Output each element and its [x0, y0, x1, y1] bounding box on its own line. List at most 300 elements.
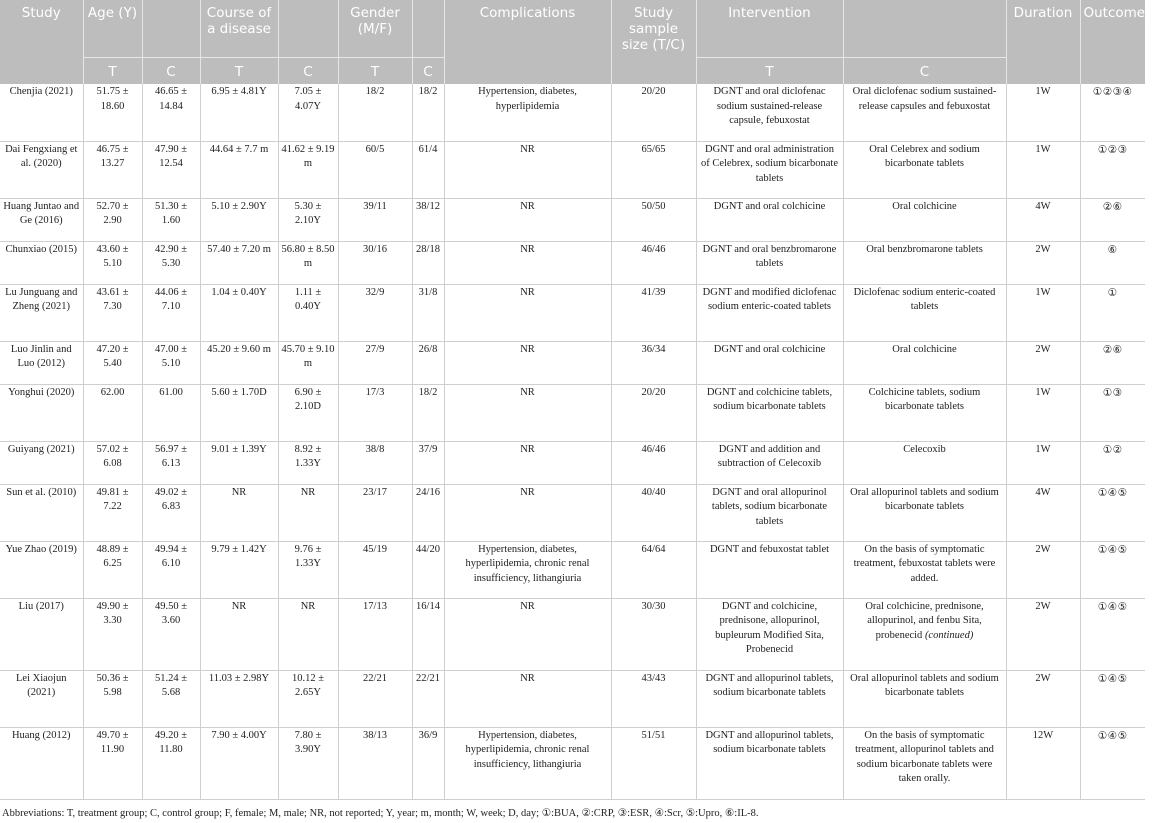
header-duration: Duration: [1006, 0, 1080, 84]
outcomes-cell-text: ①④⑤: [1097, 600, 1128, 613]
study-cell-text: Yonghui (2020): [8, 386, 75, 398]
table-row: [0, 241, 1145, 284]
age-c-cell: [142, 241, 200, 284]
gender-t-cell: [338, 598, 412, 670]
header-gender-c: C: [412, 58, 444, 85]
age-c-cell: [142, 670, 200, 727]
intervention-t-cell: [696, 541, 843, 598]
sample-size-cell: [611, 284, 696, 341]
intervention-c-cell: [843, 241, 1006, 284]
intervention-c-cell: [843, 341, 1006, 384]
age-c-cell-text: 56.97 ± 6.13: [154, 443, 187, 469]
outcomes-cell-text: ①: [1107, 286, 1118, 299]
duration-cell: [1006, 541, 1080, 598]
sample-size-cell-text: 40/40: [641, 486, 666, 498]
gender-t-cell-text: 60/5: [365, 143, 385, 155]
gender-t-cell-text: 38/13: [363, 729, 387, 741]
age-t-cell-text: 49.70 ± 11.90: [96, 729, 129, 755]
table-row: [0, 484, 1145, 541]
gender-t-cell: [338, 198, 412, 241]
course-t-cell-text: 9.01 ± 1.39Y: [211, 443, 267, 455]
course-c-cell: [278, 341, 338, 384]
course-c-cell: [278, 84, 338, 141]
age-t-cell: [83, 598, 142, 670]
age-t-cell: [83, 84, 142, 141]
gender-t-cell-text: 32/9: [365, 286, 385, 298]
header-course-c: C: [278, 58, 338, 85]
gender-c-cell-text: 38/12: [416, 200, 440, 212]
study-cell: [0, 84, 83, 141]
course-t-cell-text: 5.60 ± 1.70D: [211, 386, 267, 398]
complications-cell: [444, 384, 611, 441]
outcomes-cell: [1080, 727, 1145, 799]
intervention-c-cell: [843, 84, 1006, 141]
intervention-t-cell-text: DGNT and addition and subtraction of Celecoxib: [717, 443, 822, 469]
outcomes-cell: [1080, 598, 1145, 670]
intervention-t-cell-text: DGNT and colchicine tablets, sodium bicarbonate tablets: [706, 386, 833, 412]
course-t-cell: [200, 441, 278, 484]
sample-size-cell-text: 43/43: [641, 672, 666, 684]
sample-size-cell: [611, 384, 696, 441]
gender-t-cell: [338, 284, 412, 341]
gender-c-cell: [412, 484, 444, 541]
age-t-cell-text: 46.75 ± 13.27: [96, 143, 129, 169]
study-cell: [0, 598, 83, 670]
course-t-cell: [200, 384, 278, 441]
table-row: [0, 84, 1145, 141]
age-c-cell-text: 51.24 ± 5.68: [154, 672, 187, 698]
course-t-cell-text: 1.04 ± 0.40Y: [211, 286, 267, 298]
course-c-cell-text: 7.80 ± 3.90Y: [294, 729, 322, 755]
course-t-cell-text: 44.64 ± 7.7 m: [209, 143, 269, 155]
sample-size-cell-text: 30/30: [641, 600, 666, 612]
table-row: [0, 727, 1145, 799]
sample-size-cell-text: 20/20: [641, 86, 666, 97]
gender-t-cell-text: 30/16: [363, 243, 387, 255]
course-c-cell-text: 10.12 ± 2.65Y: [291, 672, 324, 698]
course-t-cell: [200, 284, 278, 341]
age-t-cell-text: 52.70 ± 2.90: [96, 200, 129, 226]
outcomes-cell: [1080, 441, 1145, 484]
age-t-cell-text: 51.75 ± 18.60: [96, 86, 129, 112]
header-study: Study: [0, 0, 83, 84]
intervention-t-cell-text: DGNT and allopurinol tablets, sodium bicarbonate tablets: [705, 672, 834, 698]
outcomes-cell-text: ①②③④: [1092, 86, 1133, 98]
study-cell: [0, 284, 83, 341]
duration-cell-text: 4W: [1035, 486, 1051, 498]
intervention-c-cell: [843, 141, 1006, 198]
course-t-cell: [200, 341, 278, 384]
complications-cell-text: NR: [520, 200, 535, 212]
sample-size-cell: [611, 441, 696, 484]
outcomes-cell: [1080, 670, 1145, 727]
study-cell-text: Liu (2017): [18, 600, 64, 612]
intervention-t-cell-text: DGNT and oral administration of Celebrex, sodium bicarbonate tablets: [700, 143, 839, 184]
duration-cell: [1006, 141, 1080, 198]
gender-c-cell: [412, 198, 444, 241]
intervention-t-cell: [696, 284, 843, 341]
duration-cell: [1006, 384, 1080, 441]
complications-cell-text: NR: [520, 600, 535, 612]
age-c-cell: [142, 541, 200, 598]
study-cell: [0, 441, 83, 484]
header-intervention-blank: [843, 0, 1006, 58]
header-intervention-c: C: [843, 58, 1006, 85]
age-c-cell: [142, 484, 200, 541]
duration-cell-text: 12W: [1032, 729, 1054, 741]
duration-cell-text: 1W: [1035, 443, 1051, 455]
sample-size-cell-text: 41/39: [641, 286, 666, 298]
gender-t-cell: [338, 84, 412, 141]
gender-c-cell-text: 16/14: [416, 600, 440, 612]
course-c-cell-text: 8.92 ± 1.33Y: [294, 443, 322, 469]
gender-t-cell-text: 27/9: [365, 343, 385, 355]
course-t-cell-text: NR: [231, 486, 247, 498]
intervention-t-cell: [696, 670, 843, 727]
age-t-cell: [83, 341, 142, 384]
gender-c-cell-text: 24/16: [416, 486, 440, 498]
study-cell-text: Chenjia (2021): [9, 86, 73, 97]
complications-cell: [444, 598, 611, 670]
course-c-cell: [278, 441, 338, 484]
age-c-cell-text: 51.30 ± 1.60: [154, 200, 187, 226]
table-row: [0, 670, 1145, 727]
complications-cell-text: NR: [520, 243, 535, 255]
gender-t-cell: [338, 541, 412, 598]
header-age-blank: [142, 0, 200, 58]
complications-cell-text: NR: [520, 443, 535, 455]
header-course: Course of a disease: [200, 0, 278, 58]
gender-t-cell-text: 23/17: [363, 486, 387, 498]
intervention-t-cell: [696, 141, 843, 198]
age-c-cell-text: 49.02 ± 6.83: [154, 486, 187, 512]
gender-c-cell: [412, 441, 444, 484]
table-row: [0, 441, 1145, 484]
gender-t-cell: [338, 484, 412, 541]
course-c-cell: [278, 598, 338, 670]
age-t-cell-text: 49.81 ± 7.22: [96, 486, 129, 512]
gender-c-cell: [412, 284, 444, 341]
study-cell-text: Huang Juntao and Ge (2016): [3, 200, 80, 226]
outcomes-cell-text: ①③: [1102, 386, 1123, 399]
header-gender: Gender (M/F): [338, 0, 412, 58]
study-cell: [0, 241, 83, 284]
age-t-cell-text: 43.61 ± 7.30: [96, 286, 129, 312]
complications-cell: [444, 441, 611, 484]
duration-cell-text: 2W: [1035, 600, 1051, 612]
table-row: [0, 141, 1145, 198]
duration-cell: [1006, 441, 1080, 484]
complications-cell-text: NR: [520, 286, 535, 298]
age-t-cell: [83, 541, 142, 598]
intervention-c-cell-text: Oral colchicine, prednisone, allopurinol, and fenbu Sita, probenecid: [865, 600, 984, 641]
outcomes-cell-text: ①④⑤: [1097, 672, 1128, 685]
study-cell-text: Chunxiao (2015): [5, 243, 77, 255]
sample-size-cell: [611, 141, 696, 198]
complications-cell-text: Hypertension, diabetes, hyperlipidemia: [478, 86, 577, 112]
continued-note: (continued): [924, 629, 974, 641]
intervention-c-cell-text: On the basis of symptomatic treatment, allopurinol tablets and sodium bicarbonate tablets were taken orally.: [855, 729, 994, 784]
header-intervention-t: T: [696, 58, 843, 85]
age-t-cell-text: 43.60 ± 5.10: [96, 243, 129, 269]
study-cell-text: Lu Junguang and Zheng (2021): [5, 286, 78, 312]
header-gender-blank: [412, 0, 444, 58]
age-t-cell: [83, 441, 142, 484]
duration-cell: [1006, 670, 1080, 727]
complications-cell-text: Hypertension, diabetes, hyperlipidemia, chronic renal insufficiency, lithangiuria: [465, 543, 590, 584]
intervention-t-cell: [696, 727, 843, 799]
age-c-cell-text: 49.20 ± 11.80: [154, 729, 187, 755]
sample-size-cell: [611, 484, 696, 541]
duration-cell-text: 2W: [1035, 343, 1051, 355]
gender-c-cell: [412, 670, 444, 727]
course-c-cell-text: 41.62 ± 9.19 m: [281, 143, 335, 169]
gender-t-cell: [338, 141, 412, 198]
complications-cell-text: NR: [520, 386, 535, 398]
complications-cell-text: NR: [520, 486, 535, 498]
study-cell-text: Yue Zhao (2019): [5, 543, 77, 555]
gender-t-cell-text: 17/3: [365, 386, 385, 398]
study-cell-text: Dai Fengxiang et al. (2020): [5, 143, 78, 169]
course-c-cell: [278, 141, 338, 198]
duration-cell: [1006, 241, 1080, 284]
complications-cell: [444, 198, 611, 241]
course-c-cell-text: 5.30 ± 2.10Y: [294, 200, 322, 226]
course-c-cell: [278, 384, 338, 441]
intervention-c-cell: [843, 598, 1006, 670]
study-cell: [0, 727, 83, 799]
intervention-c-cell-text: Oral colchicine: [892, 200, 957, 212]
duration-cell: [1006, 484, 1080, 541]
age-t-cell: [83, 484, 142, 541]
sample-size-cell-text: 20/20: [641, 386, 666, 398]
sample-size-cell: [611, 341, 696, 384]
outcomes-cell: [1080, 84, 1145, 141]
course-c-cell-text: 45.70 ± 9.10 m: [281, 343, 335, 369]
duration-cell: [1006, 341, 1080, 384]
study-cell-text: Luo Jinlin and Luo (2012): [10, 343, 72, 369]
outcomes-cell-text: ②⑥: [1102, 343, 1123, 356]
intervention-t-cell-text: DGNT and oral colchicine: [713, 343, 826, 355]
study-cell: [0, 484, 83, 541]
gender-c-cell: [412, 727, 444, 799]
course-c-cell-text: NR: [300, 486, 316, 498]
duration-cell: [1006, 284, 1080, 341]
duration-cell-text: 2W: [1035, 672, 1051, 684]
course-t-cell: [200, 598, 278, 670]
duration-cell-text: 1W: [1035, 386, 1051, 398]
sample-size-cell: [611, 241, 696, 284]
gender-c-cell: [412, 341, 444, 384]
outcomes-cell: [1080, 241, 1145, 284]
header-course-t: T: [200, 58, 278, 85]
header-gender-t: T: [338, 58, 412, 85]
header-outcomes: Outcomes: [1080, 0, 1145, 84]
gender-c-cell: [412, 541, 444, 598]
header-intervention: Intervention: [696, 0, 843, 58]
course-t-cell-text: NR: [231, 600, 247, 612]
intervention-c-cell-text: Oral benzbromarone tablets: [866, 243, 983, 255]
course-c-cell: [278, 241, 338, 284]
outcomes-cell-text: ①④⑤: [1097, 543, 1128, 556]
gender-c-cell: [412, 141, 444, 198]
course-t-cell-text: 45.20 ± 9.60 m: [207, 343, 271, 355]
age-c-cell: [142, 341, 200, 384]
header-age-t: T: [83, 58, 142, 85]
intervention-c-cell: [843, 670, 1006, 727]
gender-c-cell-text: 44/20: [416, 543, 440, 555]
course-c-cell: [278, 198, 338, 241]
intervention-c-cell: [843, 284, 1006, 341]
intervention-c-cell-text: Diclofenac sodium enteric-coated tablets: [853, 286, 996, 312]
course-t-cell-text: 9.79 ± 1.42Y: [211, 543, 267, 555]
intervention-c-cell-text: Celecoxib: [903, 443, 946, 455]
gender-c-cell-text: 18/2: [418, 86, 438, 97]
gender-t-cell-text: 18/2: [365, 86, 385, 97]
intervention-t-cell-text: DGNT and oral diclofenac sodium sustained-release capsule, febuxostat: [713, 86, 826, 126]
course-c-cell-text: NR: [300, 600, 316, 612]
course-t-cell-text: 11.03 ± 2.98Y: [208, 672, 270, 684]
gender-c-cell-text: 61/4: [418, 143, 438, 155]
course-c-cell-text: 7.05 ± 4.07Y: [294, 86, 322, 112]
table-row: [0, 598, 1145, 670]
course-t-cell: [200, 727, 278, 799]
study-cell-text: Huang (2012): [11, 729, 71, 741]
intervention-t-cell-text: DGNT and oral allopurinol tablets, sodium bicarbonate tablets: [711, 486, 828, 527]
header-course-blank: [278, 0, 338, 58]
outcomes-cell: [1080, 541, 1145, 598]
intervention-t-cell: [696, 84, 843, 141]
sample-size-cell-text: 46/46: [641, 243, 666, 255]
intervention-c-cell-text: Oral allopurinol tablets and sodium bicarbonate tablets: [850, 486, 999, 512]
complications-cell: [444, 284, 611, 341]
intervention-t-cell: [696, 441, 843, 484]
study-cell-text: Lei Xiaojun (2021): [16, 672, 67, 698]
complications-cell: [444, 84, 611, 141]
duration-cell-text: 1W: [1035, 286, 1051, 298]
age-c-cell: [142, 284, 200, 341]
sample-size-cell: [611, 670, 696, 727]
age-t-cell: [83, 727, 142, 799]
complications-cell: [444, 341, 611, 384]
sample-size-cell-text: 50/50: [641, 200, 666, 212]
sample-size-cell-text: 51/51: [641, 729, 666, 741]
gender-t-cell-text: 39/11: [363, 200, 387, 212]
course-t-cell: [200, 670, 278, 727]
age-t-cell-text: 47.20 ± 5.40: [96, 343, 129, 369]
intervention-c-cell-text: Oral diclofenac sodium sustained-release capsules and febuxostat: [852, 86, 997, 112]
intervention-c-cell: [843, 198, 1006, 241]
complications-cell-text: NR: [520, 143, 535, 155]
course-c-cell: [278, 727, 338, 799]
outcomes-cell: [1080, 198, 1145, 241]
gender-t-cell: [338, 670, 412, 727]
gender-t-cell: [338, 341, 412, 384]
complications-cell: [444, 670, 611, 727]
age-c-cell: [142, 441, 200, 484]
age-c-cell: [142, 141, 200, 198]
duration-cell: [1006, 198, 1080, 241]
age-t-cell-text: 57.02 ± 6.08: [96, 443, 129, 469]
course-t-cell-text: 7.90 ± 4.00Y: [211, 729, 267, 741]
age-t-cell: [83, 384, 142, 441]
age-t-cell-text: 49.90 ± 3.30: [96, 600, 129, 626]
age-c-cell: [142, 727, 200, 799]
intervention-c-cell: [843, 384, 1006, 441]
duration-cell: [1006, 598, 1080, 670]
complications-cell-text: NR: [520, 343, 535, 355]
table-row: [0, 284, 1145, 341]
age-c-cell: [142, 84, 200, 141]
table-row: [0, 541, 1145, 598]
age-c-cell: [142, 384, 200, 441]
intervention-t-cell-text: DGNT and oral benzbromarone tablets: [702, 243, 837, 269]
intervention-t-cell-text: DGNT and modified diclofenac sodium enteric-coated tablets: [702, 286, 837, 312]
age-c-cell-text: 49.94 ± 6.10: [154, 543, 187, 569]
outcomes-cell: [1080, 384, 1145, 441]
course-c-cell: [278, 284, 338, 341]
duration-cell-text: 4W: [1035, 200, 1051, 212]
sample-size-cell: [611, 541, 696, 598]
intervention-t-cell: [696, 598, 843, 670]
intervention-c-cell: [843, 541, 1006, 598]
complications-cell-text: NR: [520, 672, 535, 684]
age-c-cell-text: 44.06 ± 7.10: [154, 286, 187, 312]
complications-cell: [444, 484, 611, 541]
outcomes-cell: [1080, 284, 1145, 341]
intervention-t-cell: [696, 384, 843, 441]
age-t-cell: [83, 670, 142, 727]
complications-cell: [444, 541, 611, 598]
age-c-cell-text: 46.65 ± 14.84: [154, 86, 187, 112]
outcomes-cell-text: ⑥: [1107, 243, 1118, 256]
age-t-cell-text: 48.89 ± 6.25: [96, 543, 129, 569]
duration-cell: [1006, 727, 1080, 799]
intervention-t-cell: [696, 198, 843, 241]
outcomes-cell-text: ②⑥: [1102, 200, 1123, 213]
age-c-cell-text: 42.90 ± 5.30: [154, 243, 187, 269]
course-t-cell-text: 5.10 ± 2.90Y: [211, 200, 267, 212]
outcomes-cell: [1080, 341, 1145, 384]
complications-cell: [444, 241, 611, 284]
age-c-cell-text: 61.00: [159, 386, 183, 398]
gender-c-cell-text: 37/9: [418, 443, 438, 455]
course-t-cell: [200, 541, 278, 598]
gender-t-cell-text: 38/8: [365, 443, 385, 455]
course-c-cell: [278, 670, 338, 727]
course-t-cell-text: 57.40 ± 7.20 m: [207, 243, 271, 255]
gender-c-cell: [412, 84, 444, 141]
sample-size-cell: [611, 598, 696, 670]
study-cell: [0, 670, 83, 727]
age-t-cell-text: 50.36 ± 5.98: [96, 672, 129, 698]
duration-cell-text: 1W: [1035, 86, 1051, 97]
study-cell: [0, 541, 83, 598]
gender-t-cell: [338, 384, 412, 441]
outcomes-cell: [1080, 141, 1145, 198]
header-complications: Complications: [444, 0, 611, 84]
course-c-cell-text: 56.80 ± 8.50 m: [281, 243, 335, 269]
duration-cell-text: 1W: [1035, 143, 1051, 155]
age-t-cell: [83, 141, 142, 198]
course-c-cell-text: 1.11 ± 0.40Y: [294, 286, 322, 312]
age-t-cell: [83, 241, 142, 284]
age-c-cell: [142, 198, 200, 241]
sample-size-cell: [611, 84, 696, 141]
intervention-t-cell-text: DGNT and colchicine, prednisone, allopurinol, bupleurum Modified Sita, Probenecid: [715, 600, 824, 655]
course-t-cell: [200, 198, 278, 241]
study-cell-text: Guiyang (2021): [7, 443, 75, 455]
